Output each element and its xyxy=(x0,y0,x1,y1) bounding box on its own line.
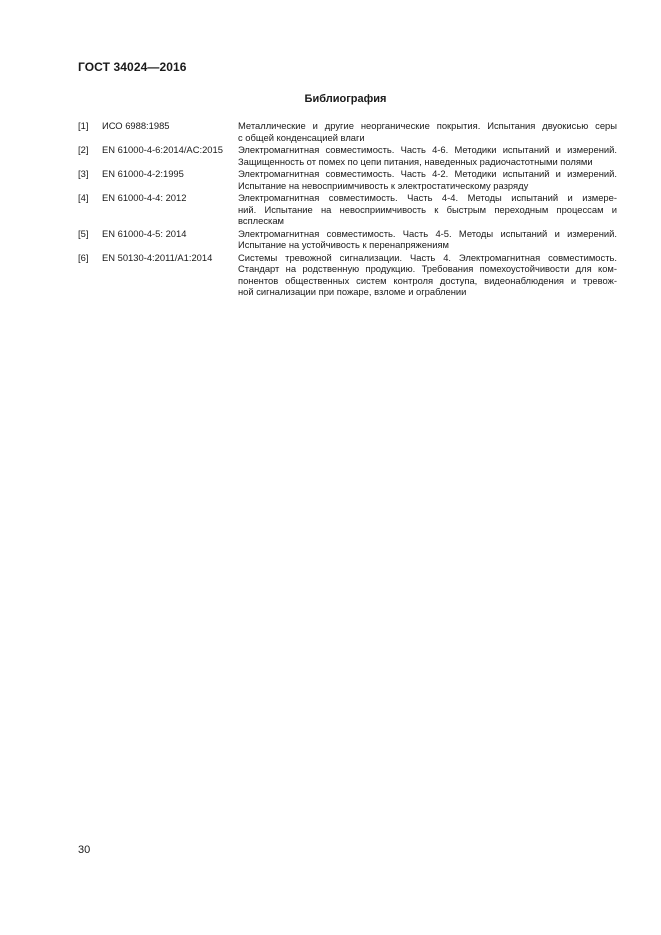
entry-description-line: с общей конденсацией влаги xyxy=(238,131,365,143)
entry-description-line: Системы тревожной сигнализации. Часть 4. Электромагнитная совместимость. xyxy=(238,251,617,263)
entry-description xyxy=(238,168,617,191)
entry-description-line: всплескам xyxy=(238,215,284,226)
entry-description-line: ной сигнализации при пожаре, взломе и ограблении xyxy=(238,286,467,297)
entry-standard-reference: EN 61000-4-6:2014/AC:2015 xyxy=(102,144,223,155)
entry-standard-reference: EN 50130-4:2011/A1:2014 xyxy=(102,251,213,263)
entry-description-line: понентов общественных систем контроля доступа, видеонаблюдения и тревож- xyxy=(238,274,617,286)
entry-number: [6] xyxy=(78,251,89,263)
entry-standard-reference: EN 61000-4-2:1995 xyxy=(102,168,184,179)
entry-standard-reference: ИСО 6988:1985 xyxy=(102,120,170,131)
entry-number: [5] xyxy=(78,227,89,239)
entry-description-line: Металлические и другие неорганические покрытия. Испытания двуокисью серы xyxy=(238,120,617,131)
entry-description xyxy=(238,228,617,251)
entry-standard-reference: EN 61000-4-4: 2012 xyxy=(102,192,187,203)
entry-number: [3] xyxy=(78,168,89,179)
page-number: 30 xyxy=(78,844,91,856)
bibliography-entry xyxy=(78,144,617,167)
document-header: ГОСТ 34024—2016 xyxy=(78,60,187,74)
bibliography-entry xyxy=(78,252,617,298)
section-title: Библиография xyxy=(304,93,387,105)
entry-description xyxy=(238,252,617,298)
entry-number: [4] xyxy=(78,192,89,203)
entry-number: [2] xyxy=(78,144,89,155)
entry-description-line: ний. Испытание на невосприимчивость к быстрым переходным процессам и xyxy=(238,203,617,215)
entry-number: [1] xyxy=(78,120,89,131)
entry-description-line: Электромагнитная совместимость. Часть 4-5. Методы испытаний и измерений. xyxy=(238,227,617,239)
entry-description xyxy=(238,192,617,227)
entry-description-line: Электромагнитная совместимость. Часть 4-6. Методики испытаний и измерений. xyxy=(238,144,617,155)
bibliography-entry xyxy=(78,228,617,251)
entry-standard-reference: EN 61000-4-5: 2014 xyxy=(102,227,187,239)
entry-description xyxy=(238,120,617,143)
entry-description-line: Защищенность от помех по цепи питания, наведенных радиочастотными полями xyxy=(238,155,593,167)
entry-description-line: Испытание на устойчивость к перенапряжениям xyxy=(238,239,449,250)
entry-description-line: Электромагнитная совместимость. Часть 4-4. Методы испытаний и измере- xyxy=(238,192,617,203)
bibliography-list xyxy=(78,120,617,299)
entry-description-line: Испытание на невосприимчивость к электростатическому разряду xyxy=(238,179,529,191)
bibliography-entry xyxy=(78,168,617,191)
bibliography-entry xyxy=(78,120,617,143)
entry-description-line: Электромагнитная совместимость. Часть 4-2. Методики испытаний и измерений. xyxy=(238,168,617,179)
entry-description xyxy=(238,144,617,167)
bibliography-entry xyxy=(78,192,617,227)
entry-description-line: Стандарт на родственную продукцию. Требования помехоустойчивости для ком- xyxy=(238,263,617,274)
